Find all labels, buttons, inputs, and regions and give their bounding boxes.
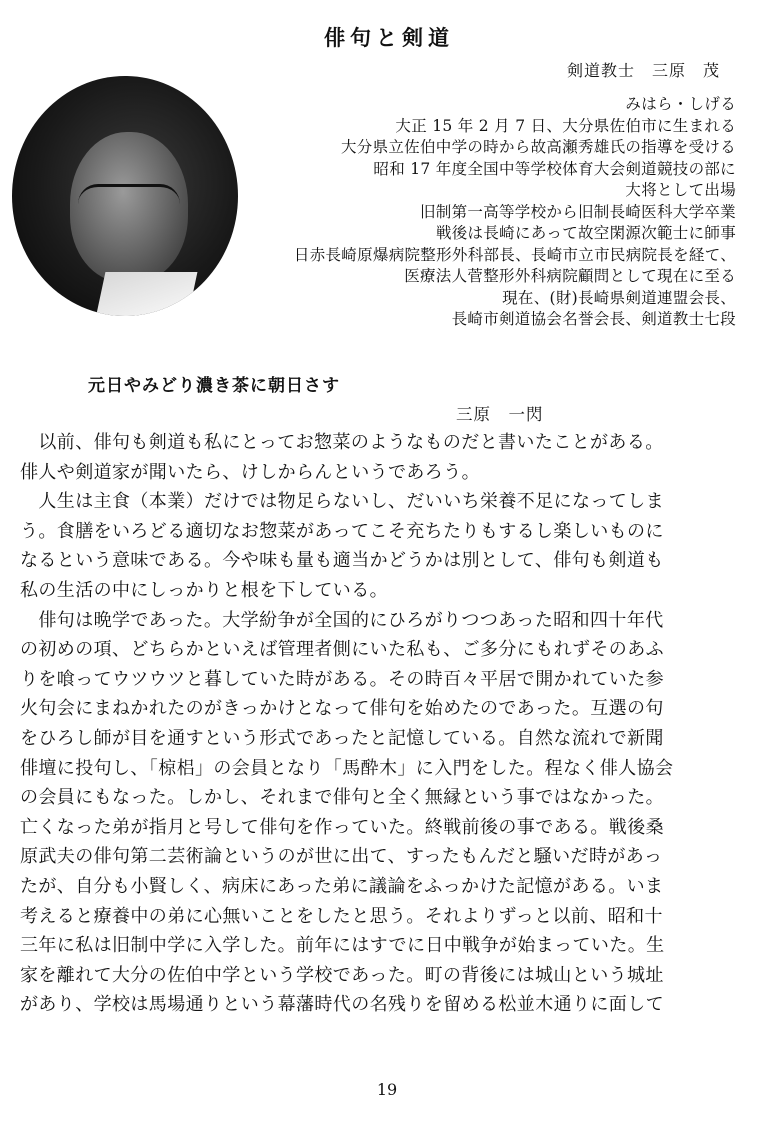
body-line: 俳壇に投句し、「椋梠」の会員となり「馬酔木」に入門をした。程なく俳人協会 (20, 757, 674, 779)
body-line: なるという意味である。今や味も量も適当かどうかは別として、俳句も剣道も (20, 550, 664, 572)
body-line: 以前、俳句も剣道も私にとってお惣菜のようなものだと書いたことがある。 (20, 432, 664, 453)
body-line: 俳人や剣道家が聞いたら、けしからんというであろう。 (20, 461, 480, 483)
body-line: 私の生活の中にしっかりと根を下している。 (20, 579, 388, 601)
bio-line: 旧制第一高等学校から旧制長崎医科大学卒業 (419, 202, 736, 221)
bio-line: 大正 15 年 2 月 7 日、大分県佐伯市に生まれる (395, 116, 736, 135)
bio-line: 医療法人菅整形外科病院顧問として現在に至る (404, 267, 736, 285)
bio-line: 大将として出場 (625, 181, 736, 199)
body-line: があり、学校は馬場通りという幕藩時代の名残りを留める松並木通りに面して (20, 994, 664, 1016)
bio-line: 日赤長崎原爆病院整形外科部長、長崎市立市民病院長を経て、 (293, 245, 736, 264)
body-line: 考えると療養中の弟に心無いことをしたと思う。それよりずっと以前、昭和十 (20, 905, 663, 927)
body-line: たが、自分も小賢しく、病床にあった弟に議論をふっかけた記憶がある。いま (20, 875, 664, 897)
portrait-collar (91, 272, 198, 316)
author-line: 剣道教士 三原 茂 (566, 61, 720, 80)
author-biography (236, 94, 736, 331)
body-line: 三年に私は旧制中学に入学した。前年にはすでに日中戦争が始まっていた。生 (20, 935, 665, 957)
page-number: 19 (376, 1080, 398, 1099)
body-line: う。食膳をいろどる適切なお惣菜があってこそ充ちたりもするし楽しいものに (20, 520, 664, 542)
bio-line: 現在、(財)長崎県剣道連盟会長、 (502, 288, 736, 307)
portrait-glasses (78, 184, 180, 213)
essay-body (20, 428, 738, 1020)
body-line: 原武夫の俳句第二芸術論というのが世に出て、すったもんだと騒いだ時があっ (20, 846, 663, 868)
body-line: をひろし師が目を通すという形式であったと記憶している。自然な流れで新聞 (20, 727, 664, 749)
body-line: 俳句は晩学であった。大学紛争が全国的にひろがりつつあった昭和四十年代 (20, 609, 664, 631)
bio-line: 長崎市剣道協会名誉会長、剣道教士七段 (451, 310, 736, 328)
body-line: の会員にもなった。しかし、それまで俳句と全く無縁という事ではなかった。 (20, 787, 664, 809)
bio-line: みはら・しげる (625, 95, 736, 113)
bio-line: 戦後は長崎にあって故空閑源次範士に師事 (435, 224, 736, 242)
body-line: の初めの項、どちらかといえば管理者側にいた私も、ご多分にもれずそのあふ (20, 639, 664, 661)
bio-line: 大分県立佐伯中学の時から故高瀬秀雄氏の指導を受ける (340, 138, 736, 156)
author-portrait (12, 76, 238, 316)
haiku-author: 三原 一閃 (456, 405, 544, 424)
body-line: 亡くなった弟が指月と号して俳句を作っていた。終戦前後の事である。戦後桑 (20, 816, 664, 838)
page-title: 俳句と剣道 (324, 25, 454, 50)
body-line: 人生は主食（本業）だけでは物足らないし、だいいち栄養不足になってしま (20, 491, 664, 513)
body-line: りを喰ってウツウツと暮していた時がある。その時百々平居で開かれていた参 (20, 668, 664, 690)
body-line: 火句会にまねかれたのがきっかけとなって俳句を始めたのであった。互選の句 (20, 698, 664, 720)
bio-line: 昭和 17 年度全国中等学校体育大会剣道競技の部に (373, 159, 736, 178)
haiku-verse: 元日やみどり濃き茶に朝日さす (88, 376, 340, 396)
body-line: 家を離れて大分の佐伯中学という学校であった。町の背後には城山という城址 (20, 964, 664, 986)
